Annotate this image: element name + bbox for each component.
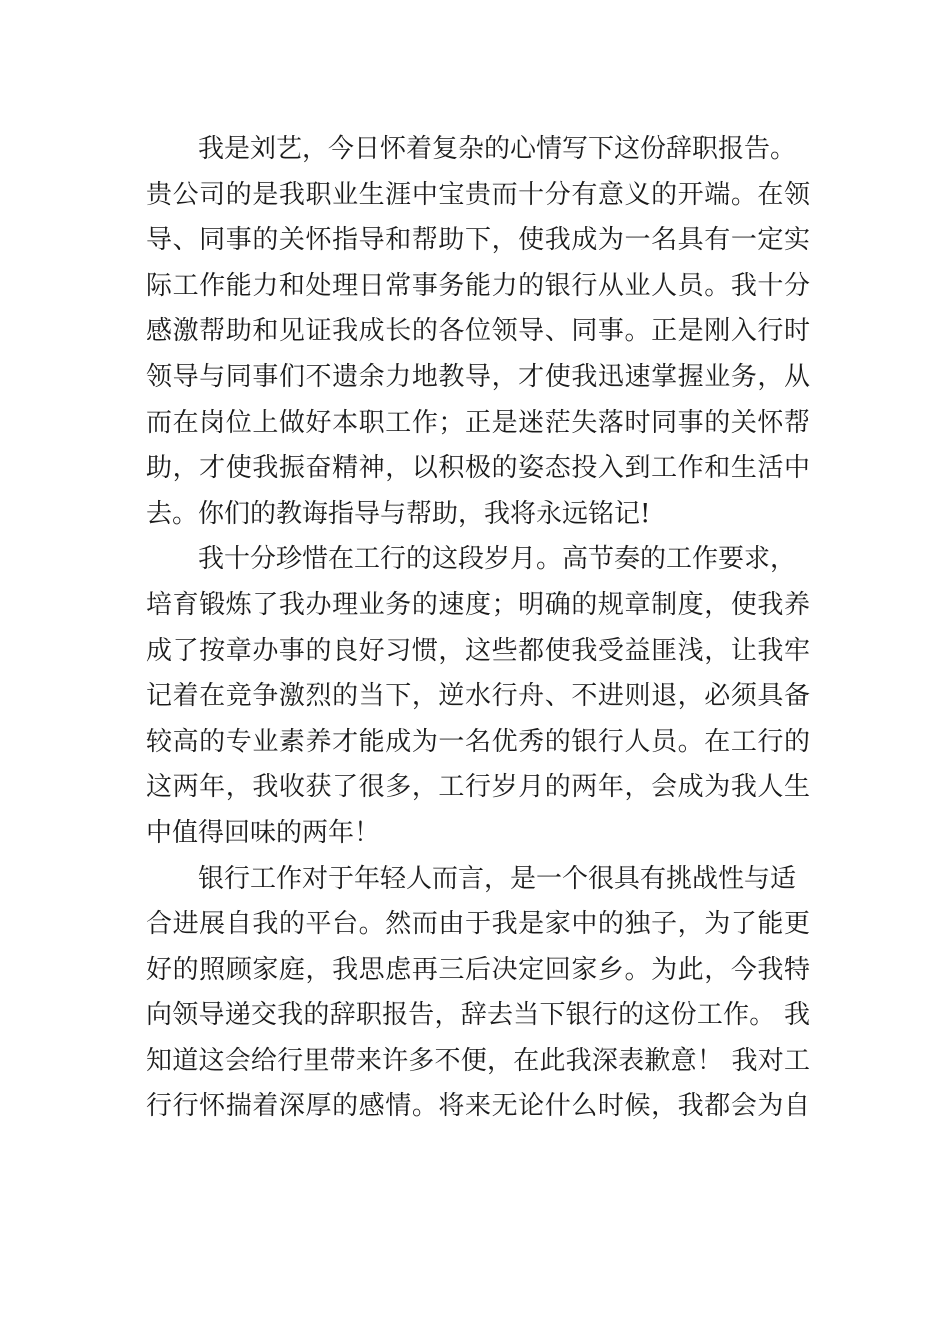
text-line: 培育锻炼了我办理业务的速度；明确的规章制度，使我养 (146, 589, 810, 620)
text-line: 成了按章办事的良好习惯，这些都使我受益匪浅，让我牢 (146, 635, 810, 666)
text-line: 记着在竞争激烈的当下，逆水行舟、不进则退，必须具备 (146, 681, 810, 712)
text-line: 领导与同事们不遗余力地教导，才使我迅速掌握业务，从 (146, 361, 810, 392)
text-line: 向领导递交我的辞职报告，辞去当下银行的这份工作。 我 (146, 1000, 810, 1031)
text-line: 知道这会给行里带来许多不便，在此我深表歉意！ 我对工 (146, 1045, 810, 1076)
text-line: 去。你们的教诲指导与帮助，我将永远铭记! (146, 498, 651, 529)
text-line: 行行怀揣着深厚的感情。将来无论什么时候，我都会为自 (146, 1091, 810, 1122)
text-line: 好的照顾家庭，我思虑再三后决定回家乡。为此，今我特 (146, 954, 810, 985)
text-line: 银行工作对于年轻人而言，是一个很具有挑战性与适 (198, 863, 797, 894)
text-line: 较高的专业素养才能成为一名优秀的银行人员。在工行的 (146, 726, 810, 757)
text-line: 助，才使我振奋精神，以积极的姿态投入到工作和生活中 (146, 453, 810, 484)
text-line: 贵公司的是我职业生涯中宝贵而十分有意义的开端。在领 (146, 179, 810, 210)
text-line: 合进展自我的平台。然而由于我是家中的独子，为了能更 (146, 909, 810, 940)
text-line: 这两年，我收获了很多，工行岁月的两年，会成为我人生 (146, 772, 810, 803)
text-line: 我是刘艺，今日怀着复杂的心情写下这份辞职报告。 (198, 134, 797, 164)
text-line: 感激帮助和见证我成长的各位领导、同事。正是刚入行时 (146, 316, 810, 347)
text-line: 我十分珍惜在工行的这段岁月。高节奏的工作要求， (198, 544, 797, 575)
text-line: 中值得回味的两年！ (146, 817, 381, 848)
text-line: 而在岗位上做好本职工作；正是迷茫失落时同事的关怀帮 (146, 407, 810, 438)
letter-body (146, 127, 810, 1130)
text-line: 际工作能力和处理日常事务能力的银行从业人员。我十分 (146, 270, 810, 301)
text-line: 导、同事的关怀指导和帮助下，使我成为一名具有一定实 (146, 225, 810, 256)
